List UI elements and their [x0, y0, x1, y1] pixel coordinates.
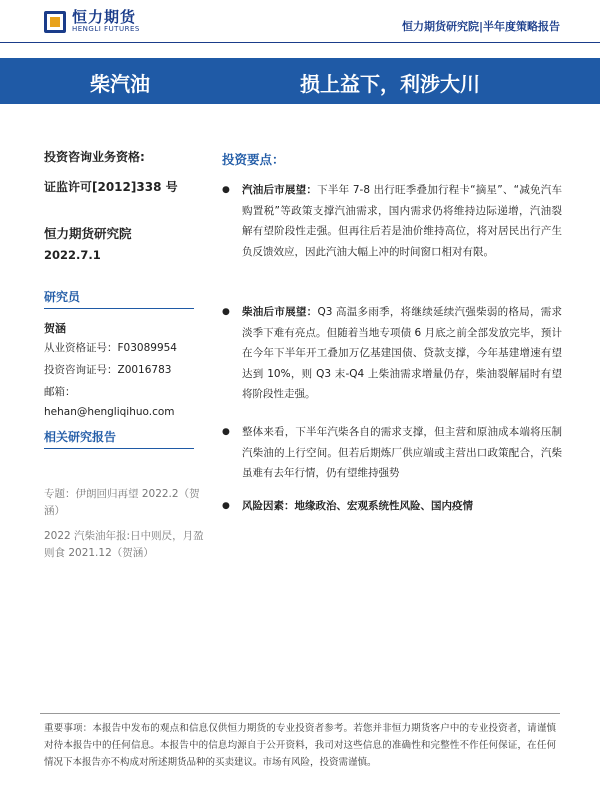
researcher-name: 贺涵: [44, 322, 66, 335]
bullet-label: 风险因素：地缘政治、宏观系统性风险、国内疫情: [242, 500, 473, 512]
title-banner: [0, 58, 600, 104]
researcher-section-title: 研究员: [44, 290, 81, 304]
commodity-title: 柴汽油: [90, 72, 150, 96]
bullet-dot-icon: ●: [222, 185, 230, 195]
bullet-label: 汽油后市展望：: [242, 184, 318, 196]
consulting-certificate: 投资咨询证号：Z0016783: [44, 364, 172, 376]
investment-highlights: [222, 150, 562, 512]
bullet-gasoline-outlook: [222, 180, 562, 262]
related-reports-title: 相关研究报告: [44, 430, 117, 444]
bullet-label: 柴油后市展望：: [242, 306, 318, 318]
report-date: 2022.7.1: [44, 248, 101, 262]
bullet-text: 下半年 7-8 出行旺季叠加行程卡“摘星”、“减免汽车购置税”等政策支撑汽油需求，国内需求仍将维持边际递增，汽油裂解有望阶段性走强。但再往后若是油价维持高位，将对居民出行产生负反馈效应，因此汽油大幅上冲的时间窗口相对有限。: [242, 184, 562, 258]
logo-chinese-name: 恒力期货: [72, 8, 137, 26]
bullet-overall-view: [222, 422, 562, 484]
related-report-link[interactable]: 2022 汽柴油年报:日中则昃，月盈则食 2021.12（贺涵）: [44, 530, 204, 559]
related-report-link[interactable]: 专题：伊朗回归再望 2022.2（贺涵）: [44, 488, 200, 517]
header-divider: [0, 42, 600, 43]
bullet-text: Q3 高温多雨季，将继续延续汽强柴弱的格局，需求淡季下难有亮点。但随着当地专项债 6 月底之前全部发放完毕，预计在今年下半年开工叠加万亿基建国债、贷款支撑，今年基建增速有望达到 10%，则 Q3 末-Q4 上柴油需求增量仍存，柴油裂解届时有望将阶段性走强。: [242, 306, 562, 400]
practice-certificate: 从业资格证号：F03089954: [44, 342, 177, 354]
disclaimer-text: 重要事项：本报告中发布的观点和信息仅供恒力期货的专业投资者参考。若您并非恒力期货客户中的专业投资者，请谨慎对待本报告中的任何信息。本报告中的信息均源自于公开资料，我司对这些信息的准确性和完整性不作任何保证，在任何情况下本报告亦不构成对所述期货品种的买卖建议。市场有风险，投资需谨慎。: [44, 723, 556, 768]
license-number: 证监许可[2012]338 号: [44, 180, 178, 194]
report-series-label: 恒力期货研究院|半年度策略报告: [401, 20, 560, 33]
email-label: 邮箱：: [44, 386, 76, 398]
logo-mark-icon: [44, 11, 66, 33]
bullet-diesel-outlook: [222, 302, 562, 405]
company-logo: [44, 9, 140, 34]
page-header: [0, 0, 600, 52]
bullet-risk-factors: [222, 496, 562, 517]
related-divider: [44, 448, 194, 449]
bullet-dot-icon: ●: [222, 427, 230, 437]
bullet-dot-icon: ●: [222, 501, 230, 511]
qualification-label: 投资咨询业务资格:: [44, 150, 145, 164]
logo-english-name: HENGLI FUTURES: [72, 25, 140, 33]
bullet-text: 整体来看，下半年汽柴各自的需求支撑，但主营和原油成本端将压制汽柴油的上行空间。但若后期炼厂供应端或主营出口政策配合，汽柴虽难有去年行情，仍有望维持强势: [242, 426, 562, 479]
bullet-dot-icon: ●: [222, 307, 230, 317]
footer-divider: [40, 713, 560, 714]
institute-name: 恒力期货研究院: [44, 226, 132, 241]
report-headline: 损上益下，利涉大川: [300, 72, 480, 96]
highlights-title: 投资要点：: [222, 152, 285, 167]
researcher-divider: [44, 308, 194, 309]
email-address[interactable]: hehan@hengliqihuo.com: [44, 406, 175, 418]
